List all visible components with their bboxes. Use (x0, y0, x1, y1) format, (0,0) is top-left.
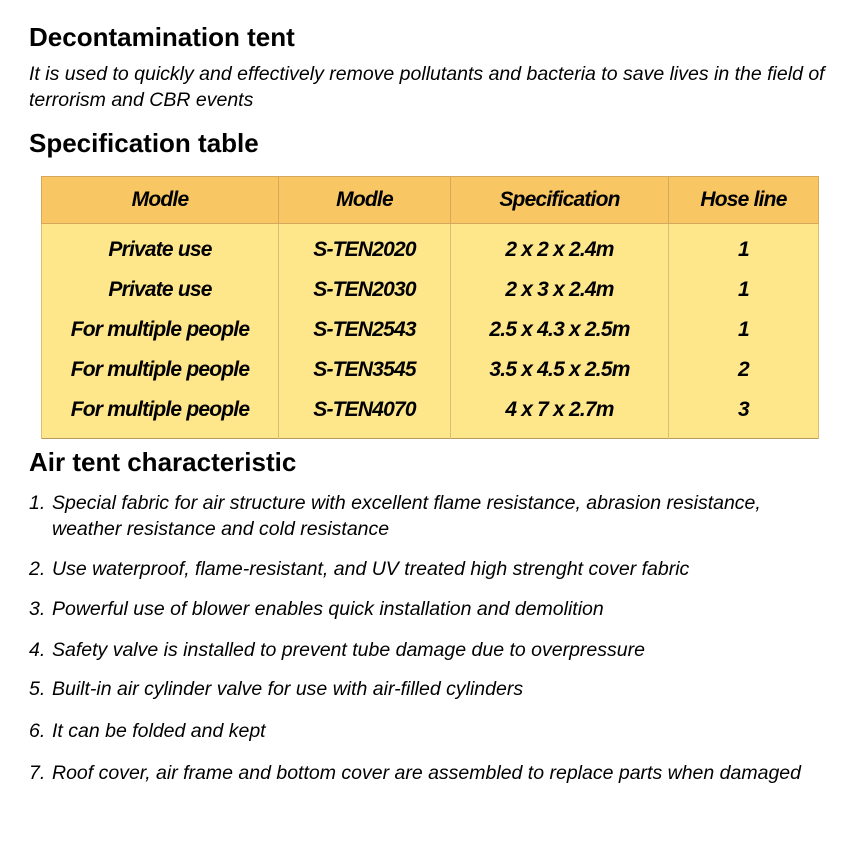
item-number: 1. (29, 492, 46, 514)
list-item (29, 556, 829, 582)
cell-model: S-TEN2543 (279, 310, 451, 350)
cell-hose-line: 2 (669, 350, 819, 390)
list-item (29, 637, 829, 663)
item-number: 2. (29, 558, 46, 580)
cell-model: S-TEN2030 (279, 270, 451, 310)
column-header-hose-line: Hose line (669, 177, 819, 224)
cell-model: S-TEN4070 (279, 390, 451, 439)
list-item (29, 760, 829, 786)
item-text: Powerful use of blower enables quick installation and demolition (52, 598, 604, 620)
cell-hose-line: 1 (669, 270, 819, 310)
table-row (42, 390, 819, 439)
column-header-usage: Modle (42, 177, 279, 224)
cell-specification: 3.5 x 4.5 x 2.5m (451, 350, 669, 390)
column-header-specification: Specification (451, 177, 669, 224)
item-number: 6. (29, 720, 46, 742)
item-number: 5. (29, 678, 46, 700)
item-text: Built-in air cylinder valve for use with air-filled cylinders (52, 678, 524, 700)
cell-usage: For multiple people (42, 350, 279, 390)
item-number: 3. (29, 598, 46, 620)
cell-usage: Private use (42, 270, 279, 310)
cell-hose-line: 3 (669, 390, 819, 439)
item-text: Safety valve is installed to prevent tube damage due to overpressure (52, 639, 645, 661)
list-item (29, 596, 829, 622)
list-item (29, 718, 829, 744)
cell-usage: For multiple people (42, 310, 279, 350)
table-row (42, 270, 819, 310)
cell-hose-line: 1 (669, 310, 819, 350)
cell-usage: For multiple people (42, 390, 279, 439)
table-row (42, 224, 819, 271)
cell-specification: 2.5 x 4.3 x 2.5m (451, 310, 669, 350)
cell-specification: 2 x 3 x 2.4m (451, 270, 669, 310)
table-header-row (42, 177, 819, 224)
characteristics-heading: Air tent characteristic (29, 447, 297, 477)
list-item (29, 676, 829, 702)
tent-description: It is used to quickly and effectively remove pollutants and bacteria to save lives in the field of terrorism and CBR events (29, 63, 825, 111)
item-text: It can be folded and kept (52, 720, 266, 742)
cell-hose-line: 1 (669, 224, 819, 271)
item-number: 4. (29, 639, 46, 661)
page-title: Decontamination tent (29, 22, 295, 52)
spec-table-heading: Specification table (29, 128, 259, 158)
column-header-model: Modle (279, 177, 451, 224)
table-row (42, 350, 819, 390)
item-number: 7. (29, 762, 46, 784)
cell-specification: 4 x 7 x 2.7m (451, 390, 669, 439)
cell-model: S-TEN2020 (279, 224, 451, 271)
cell-usage: Private use (42, 224, 279, 271)
cell-specification: 2 x 2 x 2.4m (451, 224, 669, 271)
cell-model: S-TEN3545 (279, 350, 451, 390)
item-text: Use waterproof, flame-resistant, and UV treated high strenght cover fabric (52, 558, 690, 580)
specification-table (41, 176, 819, 439)
item-text: Special fabric for air structure with excellent flame resistance, abrasion resistance, weather resistance and cold resistance (52, 492, 761, 540)
list-item (29, 490, 829, 542)
item-text: Roof cover, air frame and bottom cover are assembled to replace parts when damaged (52, 762, 801, 784)
table-row (42, 310, 819, 350)
